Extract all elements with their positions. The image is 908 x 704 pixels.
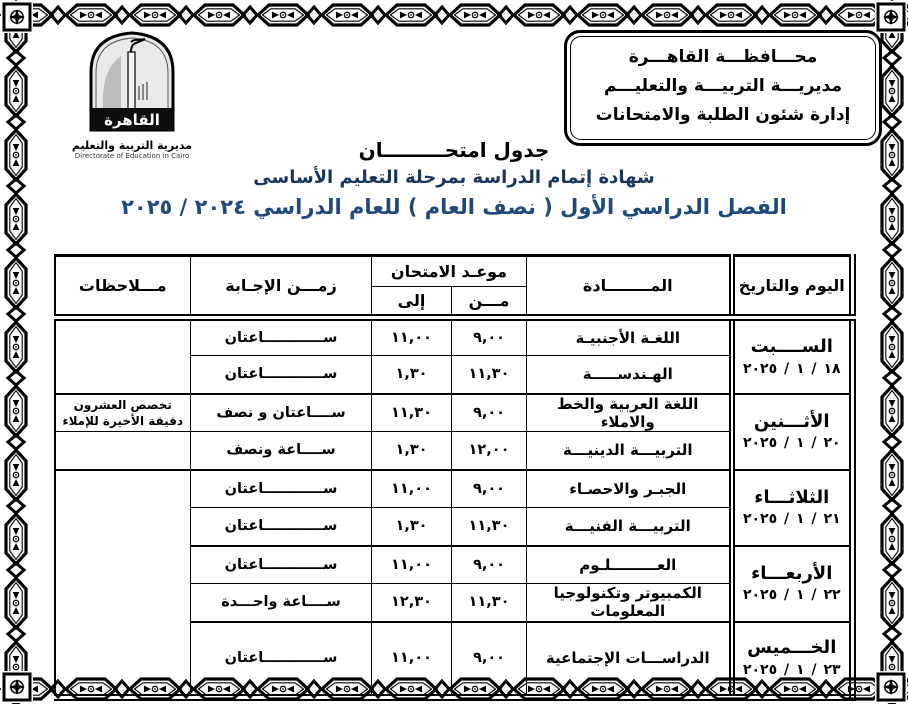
subject-cell: التربيـــة الدينيـــة [527,432,732,470]
time-to-cell: ١١,٠٠ [372,622,452,698]
logo-city-name: القاهرة [104,111,160,129]
org-directorate-line: مديريـــة التربيـــة والتعليـــم [603,76,842,97]
time-from-cell: ٩,٠٠ [452,546,527,584]
time-to-cell: ١١,٠٠ [372,470,452,508]
border-corner-top-right [875,1,907,33]
decorative-border-top [0,2,908,28]
subject-cell: العـــــــــلـوم [527,546,732,584]
title-semester: الفصل الدراسي الأول ( نصف العام ) للعام الدراسي ٢٠٢٤ / ٢٠٢٥ [121,195,787,219]
duration-cell: ســــــــــــاعتان [191,508,372,546]
border-corner-top-left [1,1,33,33]
time-to-cell: ١,٣٠ [372,508,452,546]
schedule-table-container [54,254,857,701]
subject-cell: الدراســـات الإجتماعية [527,622,732,698]
table-row [55,394,853,432]
day-cell-wednesday: الأربعـــاء ٢٢ / ١ / ٢٠٢٥ [732,546,853,622]
column-header-to: إلى [372,287,452,318]
time-to-cell: ١,٣٠ [372,432,452,470]
org-administration-line: إدارة شئون الطلبة والامتحانات [595,105,851,126]
duration-cell: ســــــــــــاعتان [191,546,372,584]
duration-cell: ســــــــــــاعتان [191,356,372,394]
column-header-notes: مـــلاحظات [55,256,191,318]
time-to-cell: ١١,٣٠ [372,394,452,432]
time-to-cell: ١١,٠٠ [372,318,452,356]
time-to-cell: ١,٣٠ [372,356,452,394]
column-header-from: مـــن [452,287,527,318]
notes-cell-empty [55,432,191,470]
title-certificate: شهادة إتمام الدراسة بمرحلة التعليم الأساسى [253,167,655,188]
column-header-day: اليوم والتاريخ [732,256,853,318]
border-corner-bottom-right [875,671,907,703]
table-row [55,470,853,508]
time-from-cell: ١١,٣٠ [452,356,527,394]
duration-cell: ســــاعة ونصف [191,432,372,470]
border-corner-bottom-left [1,671,33,703]
notes-cell-empty [55,318,191,394]
day-cell-monday: الأثـــنين ٢٠ / ١ / ٢٠٢٥ [732,394,853,470]
org-governorate-line: محـــافظـــة القاهـــرة [628,47,818,67]
subject-cell: الهـندســـــة [527,356,732,394]
column-header-exam-time: موعـد الامتحان [372,256,527,287]
logo-caption-arabic: مديرية التربية والتعليم [71,139,193,152]
subject-cell: اللغة العربية والخط والاملاء [527,394,732,432]
duration-cell: ســــــــــــاعتان [191,470,372,508]
decorative-border-left [3,0,29,704]
exam-schedule-table [54,254,857,701]
duration-cell: ســــــــــــاعتان [191,318,372,356]
table-row [55,318,853,356]
notes-cell-empty [55,470,191,698]
day-cell-thursday: الخـــميس ٢٣ / ١ / ٢٠٢٥ [732,622,853,698]
time-from-cell: ٩,٠٠ [452,394,527,432]
decorative-border-right [879,0,905,704]
day-cell-tuesday: الثلاثـــاء ٢١ / ١ / ٢٠٢٥ [732,470,853,546]
time-to-cell: ١١,٠٠ [372,546,452,584]
subject-cell: الكمبيوتر وتكنولوجيا المعلومات [527,584,732,622]
time-from-cell: ٩,٠٠ [452,470,527,508]
time-from-cell: ٩,٠٠ [452,318,527,356]
org-header-box-inner [570,36,876,140]
time-from-cell: ١١,٣٠ [452,508,527,546]
subject-cell: الجبـر والاحصـاء [527,470,732,508]
time-from-cell: ٩,٠٠ [452,622,527,698]
subject-cell: اللغـة الأجنبيـة [527,318,732,356]
notes-cell-dictation: تخصص العشرون دقيقة الأخيرة للإملاء [55,394,191,432]
time-from-cell: ١٢,٠٠ [452,432,527,470]
time-from-cell: ١١,٣٠ [452,584,527,622]
duration-cell: ســــاعتان و نصف [191,394,372,432]
org-header-box [564,30,882,146]
day-cell-saturday: الســــبت ١٨ / ١ / ٢٠٢٥ [732,318,853,394]
duration-cell: ســــاعة واحـــدة [191,584,372,622]
logo-caption-english: Directorate of Education in Cairo [74,152,190,160]
column-header-duration: زمـــن الإجـابة [191,256,372,318]
time-to-cell: ١٢,٣٠ [372,584,452,622]
document-titles [0,138,908,219]
column-header-subject: المــــــــادة [527,256,732,318]
cairo-logo-emblem [73,26,191,134]
subject-cell: التربيـــة الفنيـــة [527,508,732,546]
title-exam-schedule: جدول امتحـــــــــان [358,138,550,162]
duration-cell: ســــــــــــاعتان [191,622,372,698]
